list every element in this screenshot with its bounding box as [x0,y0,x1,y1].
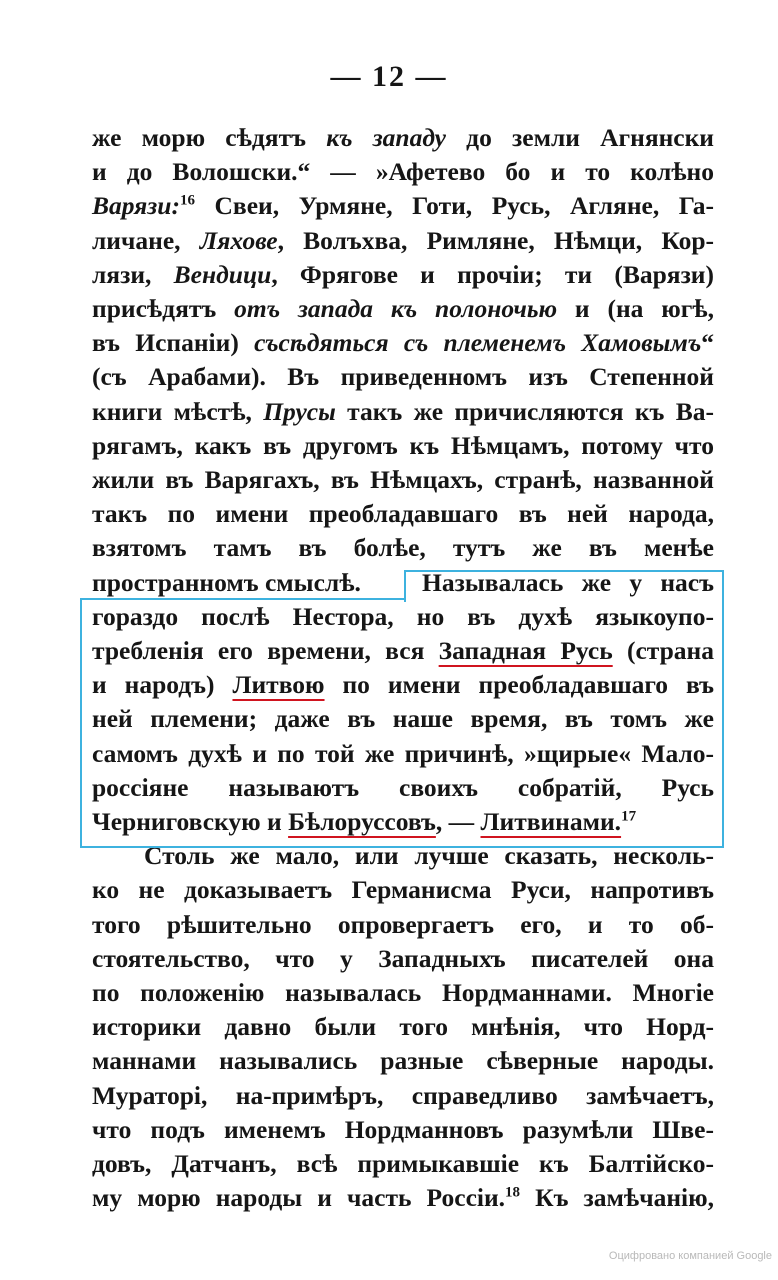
text-segment: , — [435,807,481,836]
text-segment: Вендици [173,259,272,289]
text-segment: 16 [179,192,195,209]
text-segment: что подъ именемъ Нордманновъ разумѣли Шве- [92,1114,714,1144]
text-segment: взятомъ тамъ въ болѣе, тутъ же въ менѣе [92,533,714,563]
text-segment: довъ, Датчанъ, всѣ примыкавшіе къ Балтійско- [92,1149,714,1178]
text-segment: жили въ Варягахъ, въ Нѣмцахъ, странѣ, названной [92,465,714,494]
text-segment: по положенію называлась Нордманнами. Многіе [92,978,714,1007]
text-segment: книги мѣстѣ, [92,396,264,426]
text-segment: Называлась же у насъ [422,567,714,597]
text-segment: и народъ) [92,670,233,700]
text-segment: Прусы [263,396,336,426]
text-segment: личане, [92,225,200,255]
text-segment: Бѣлоруссовъ [288,807,436,836]
text-segment: и до Волошски.“ — »Афетево бо и то колѣно [92,157,714,187]
text-segment: Варязи: [92,191,180,221]
text-segment: 17 [621,808,637,825]
text-segment: до земли Агнянски [446,123,715,152]
text-segment: рягамъ, какъ въ другомъ къ Нѣмцамъ, потому что [92,430,714,460]
text-segment: требленія его времени, вся [92,636,439,665]
page-number: — 12 — [330,60,448,93]
text-segment: пространномъ смыслѣ. [92,567,361,597]
text-segment: Къ замѣчанію, [520,1183,714,1213]
text-segment: , Фрягове и прочіи; ти (Варязи) [271,259,714,289]
highlight-box-join [80,598,406,600]
text-segment: по имени преобладавшаго въ [324,670,714,700]
text-segment: стоятельство, что у Западныхъ писателей она [92,943,714,973]
watermark: Оцифровано компанией Google [608,1250,772,1262]
text-segment: того рѣшительно опровергаетъ его, и то об- [92,909,714,939]
text-segment: Свеи, Урмяне, Готи, Русь, Агляне, Га- [194,191,714,221]
text-segment: Литвинами. [480,807,622,836]
text-segment: “ [701,328,715,358]
text-segment: лязи, [92,259,174,289]
text-line [92,1178,714,1218]
text-segment: и (на югѣ, [557,294,714,323]
text-segment: 18 [505,1184,521,1201]
text-segment: въ Испаніи) [92,328,255,358]
text-segment: присѣдятъ [92,294,235,323]
text-segment: такъ по имени преобладавшаго въ ней народа, [92,499,714,529]
text-segment: Мураторі, на-примѣръ, справедливо замѣчаетъ, [92,1080,714,1110]
text-segment: Западная Русь [438,636,613,665]
text-segment: россіяне называютъ своихъ собратій, Русь [92,772,714,802]
text-segment: маннами назывались разные сѣверные народы. [92,1046,714,1076]
text-segment: , Волъхва, Римляне, Нѣмци, Кор- [277,225,714,255]
text-segment: съсѣдяться съ племенемъ Хамовымъ [254,328,702,358]
text-segment: самомъ духѣ и по той же причинѣ, »щирые« Мало- [92,738,714,768]
text-segment: гораздо послѣ Нестора, но въ духѣ языкоупо- [92,601,714,631]
text-segment: Литвою [232,670,325,700]
text-segment: Черниговскую и [92,807,289,836]
text-segment: отъ запада къ полоночью [234,294,558,323]
text-segment: же морю сѣдятъ [92,123,327,152]
text-segment: (съ Арабами). Въ приведенномъ изъ Степенной [92,362,714,392]
text-segment: ко не доказываетъ Германисма Руси, напротивъ [92,875,714,905]
text-segment: ней племени; даже въ наше время, въ томъ же [92,704,714,734]
text-segment: му морю народы и часть Россіи. [92,1183,506,1213]
text-segment: къ западу [326,123,446,152]
text-segment: (страна [612,636,714,665]
text-segment: Столь же мало, или лучше сказать, несколь- [144,841,714,871]
text-segment: такъ же причисляются къ Ва- [335,396,714,426]
text-segment: Ляхове [199,225,278,255]
text-segment: историки давно были того мнѣнія, что Норд- [92,1012,714,1042]
